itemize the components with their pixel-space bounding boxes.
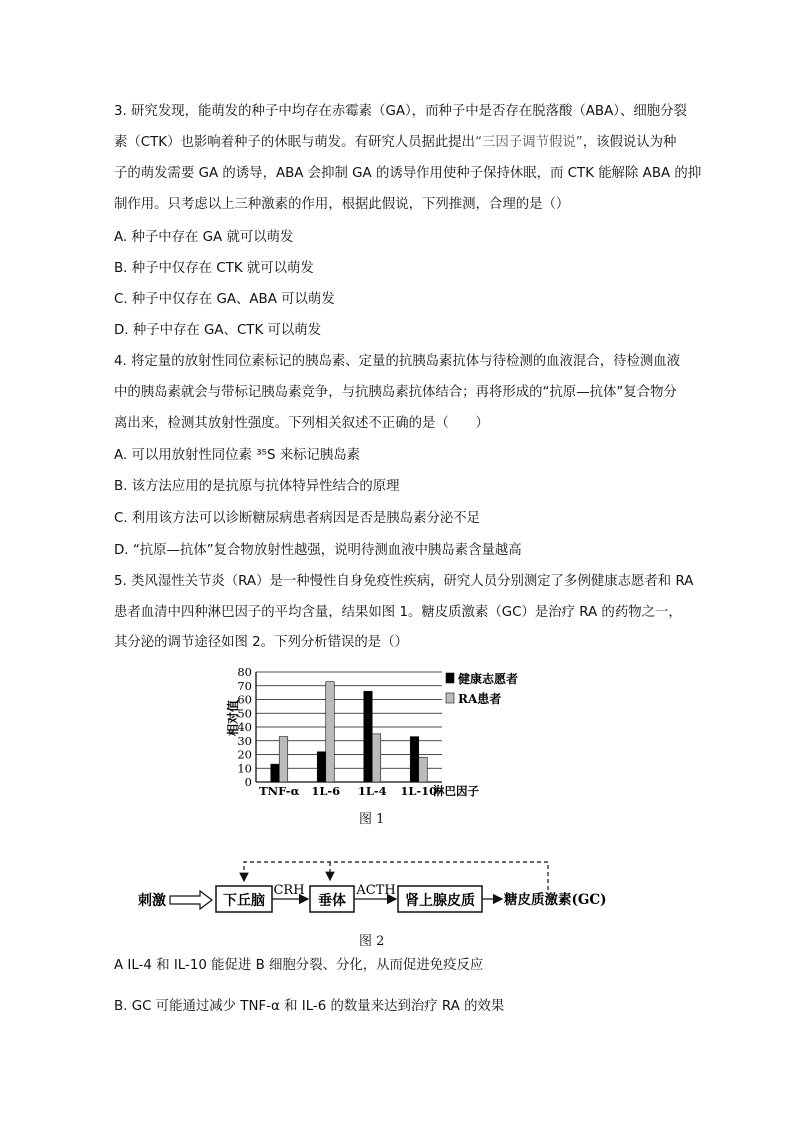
- chart-x-tick-label: 1L-10: [400, 784, 438, 798]
- q4-option-b: B. 该方法应用的是抗原与抗体特异性结合的原理: [114, 479, 400, 494]
- legend-swatch: [446, 673, 454, 683]
- adrenal-cortex-label: 肾上腺皮质: [405, 893, 475, 909]
- q3-option-d: D. 种子中存在 GA、CTK 可以萌发: [114, 323, 322, 338]
- q4-option-a: A. 可以用放射性同位素 ³⁵S 来标记胰岛素: [114, 448, 361, 463]
- q4-option-d: D. “抗原—抗体”复合物放射性越强，说明待测血液中胰岛素含量越高: [114, 543, 522, 558]
- q3-option-b: B. 种子中仅存在 CTK 就可以萌发: [114, 261, 314, 276]
- chart-y-axis-label: 相对值: [226, 699, 240, 737]
- q4-line-3: 离出来，检测其放射性强度。下列相关叙述不正确的是（ ）: [114, 416, 489, 431]
- figure-1-caption: 图 1: [359, 812, 385, 827]
- chart-bar-ra-1: [326, 682, 335, 782]
- acth-label: ACTH: [356, 883, 396, 898]
- q4-line-2: 中的胰岛素就会与带标记胰岛素竞争，与抗胰岛素抗体结合；再将形成的“抗原—抗体”复合物分: [114, 385, 677, 400]
- q4-line-1: 4. 将定量的放射性同位素标记的胰岛素、定量的抗胰岛素抗体与待检测的血液混合，待检测血液: [114, 354, 681, 369]
- q3-hypothesis-quote: “三因子调节假说”: [475, 135, 583, 150]
- figure-1-bar-chart: [220, 664, 519, 800]
- q3-option-c: C. 种子中仅存在 GA、ABA 可以萌发: [114, 292, 335, 307]
- chart-y-tick-label: 10: [237, 761, 252, 776]
- crh-label: CRH: [273, 883, 305, 898]
- chart-y-tick-label: 70: [237, 678, 252, 693]
- q3-line-2a: 素（CTK）也影响着种子的休眠与萌发。有研究人员据此提出: [114, 135, 476, 150]
- legend-label: 健康志愿者: [458, 672, 519, 686]
- stimulus-hollow-arrow: [170, 891, 212, 909]
- q5-option-a: A IL-4 和 IL-10 能促进 B 细胞分裂、分化，从而促进免疫反应: [114, 958, 484, 973]
- chart-x-tick-label: 1L-6: [311, 784, 341, 798]
- hypothalamus-label: 下丘脑: [223, 893, 265, 909]
- chart-y-tick-label: 50: [237, 706, 252, 721]
- q3-line-2b: ，该假说认为种: [582, 135, 677, 150]
- chart-bar-ra-3: [419, 757, 428, 782]
- q3-line-4: 制作用。只考虑以上三种激素的作用，根据此假说，下列推测，合理的是（）: [114, 197, 570, 212]
- gc-label: 糖皮质激素(GC): [504, 892, 607, 908]
- chart-bar-ra-0: [279, 737, 288, 782]
- figure-2-diagram: [130, 856, 630, 920]
- q5-line-2: 患者血清中四种淋巴因子的平均含量，结果如图 1。糖皮质激素（GC）是治疗 RA 的药物之一，: [114, 605, 682, 620]
- q5-line-3: 其分泌的调节途径如图 2。下列分析错误的是（）: [114, 635, 408, 650]
- legend-label: RA患者: [458, 692, 502, 706]
- stimulus-label: 刺激: [138, 893, 166, 909]
- chart-bar-ra-2: [372, 734, 381, 782]
- chart-bar-healthy-0: [271, 764, 280, 782]
- q3-line-2: [114, 135, 676, 151]
- chart-bar-healthy-1: [317, 752, 326, 782]
- chart-y-tick-label: 20: [237, 747, 252, 762]
- figure-2-caption: 图 2: [359, 934, 385, 949]
- pituitary-label: 垂体: [318, 893, 346, 909]
- chart-bar-healthy-2: [364, 691, 373, 782]
- chart-x-tick-label: TNF-α: [259, 784, 300, 798]
- legend-swatch: [446, 693, 454, 703]
- chart-y-tick-label: 0: [244, 775, 252, 789]
- chart-y-tick-label: 30: [237, 733, 252, 748]
- q3-option-a: A. 种子中存在 GA 就可以萌发: [114, 230, 294, 245]
- chart-y-tick-label: 40: [237, 720, 252, 734]
- q5-line-1: 5. 类风湿性关节炎（RA）是一种慢性自身免疫性疾病，研究人员分别测定了多例健康志愿者和 RA: [114, 574, 694, 589]
- chart-x-axis-label: 淋巴因子: [433, 784, 479, 798]
- q3-line-1: 3. 研究发现，能萌发的种子中均存在赤霉素（GA），而种子中是否存在脱落酸（ABA）、细胞分裂: [114, 104, 687, 119]
- q5-option-b: B. GC 可能通过减少 TNF-α 和 IL-6 的数量来达到治疗 RA 的效果: [114, 999, 505, 1014]
- chart-y-tick-label: 80: [237, 665, 252, 679]
- chart-bar-healthy-3: [410, 737, 419, 782]
- q4-option-c: C. 利用该方法可以诊断糖尿病患者病因是否是胰岛素分泌不足: [114, 511, 481, 526]
- chart-x-tick-label: 1L-4: [357, 784, 387, 798]
- chart-y-tick-label: 60: [237, 692, 252, 707]
- q3-line-3: 子的萌发需要 GA 的诱导，ABA 会抑制 GA 的诱导作用使种子保持休眠，而 CTK 能解除 ABA 的抑: [114, 166, 702, 181]
